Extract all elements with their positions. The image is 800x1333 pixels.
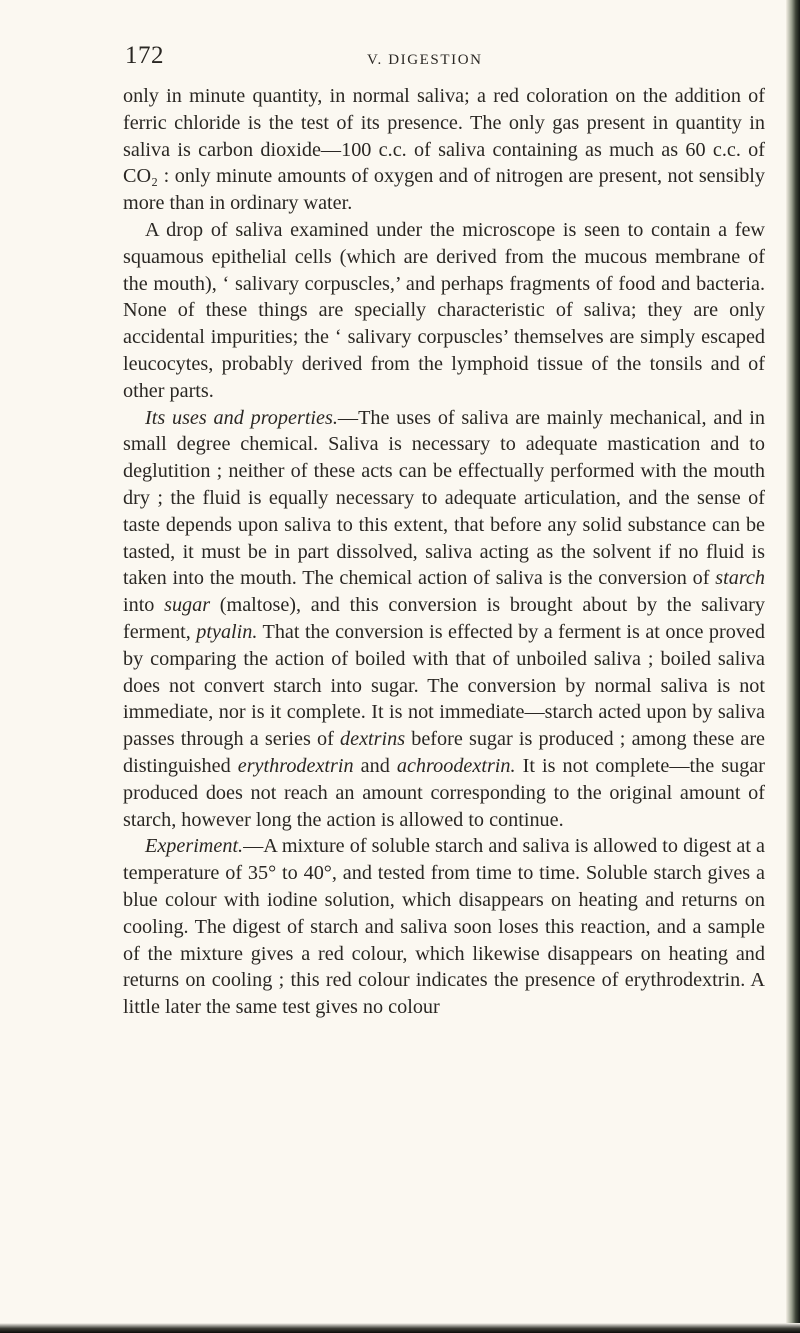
text-run: —The uses of saliva are mainly mechanical, and in small degree chemical. Saliva is necessary to adequate mastication and to deglutition ; neither of these acts can be effectually performed with the mouth dry ; the fluid is equally necessary to adequate articulation, and the sense of taste depends upon saliva to this extent, that before any solid substance can be tasted, it must be in part dissolved, saliva acting as the solvent if no fluid is taken into the mouth. The chemical action of saliva is the conversion of (123, 406, 765, 590)
sub-heading: Experiment. (145, 835, 244, 858)
paragraph (123, 405, 765, 834)
paragraph (123, 83, 765, 217)
text-run: into (123, 594, 165, 617)
page-bottom-shadow (0, 1323, 800, 1333)
page-number: 172 (125, 42, 164, 69)
italic-term: starch (715, 567, 765, 590)
text-run: before sugar is produced ; among these are distinguished (123, 728, 766, 777)
paragraph (123, 217, 765, 405)
sub-heading: Its uses and properties. (145, 406, 338, 429)
text-run: That the conversion is effected by a ferment is at once proved by comparing the action of boiled with that of unboiled saliva ; boiled saliva does not convert starch into sugar. The conversion by normal saliva is not immediate, nor is it complete. It is not immediate—starch acted upon by saliva passes through a series of (123, 620, 765, 751)
italic-term: ptyalin. (196, 620, 258, 643)
paragraph (123, 833, 765, 1021)
page-header (0, 42, 780, 78)
body-text (123, 83, 765, 1021)
text-run: only in minute quantity, in normal saliva; a red coloration on the addition of ferric chloride is the test of its presence. The only gas present in quantity in saliva is carbon dioxide—100 c.c. of saliva containing as much as 60 c.c. of CO₂ : only minute amounts of oxygen and of nitrogen are present, not sensibly more than in ordinary water. (123, 85, 765, 215)
running-head: V. DIGESTION (367, 52, 483, 68)
page-edge-shadow (786, 0, 800, 1333)
italic-term: achroodextrin. (396, 754, 516, 777)
text-run: It is not complete—the sugar produced does not reach an amount corresponding to the original amount of starch, however long the action is allowed to continue. (123, 754, 765, 831)
text-run: A drop of saliva examined under the microscope is seen to contain a few squamous epithelial cells (which are derived from the mucous membrane of the mouth), ‘ salivary corpuscles,’ and perhaps fragments of food and bacteria. None of these things are specially characteristic of saliva; they are only accidental impurities; the ‘ salivary corpuscles’ themselves are simply escaped leucocytes, probably derived from the lymphoid tissue of the tonsils and of other parts. (123, 218, 765, 402)
text-run: and (353, 754, 397, 777)
italic-term: erythrodextrin (237, 754, 354, 777)
italic-term: sugar (164, 594, 211, 617)
text-run: (maltose), and this conversion is brought about by the salivary ferment, (123, 594, 765, 643)
text-run: —A mixture of soluble starch and saliva is allowed to digest at a temperature of 35° to 40°, and tested from time to time. Soluble starch gives a blue colour with iodine solution, which disappears on heating and returns on cooling. The digest of starch and saliva soon loses this reaction, and a sample of the mixture gives a red colour, which likewise disappears on heating and returns on cooling ; this red colour indicates the presence of erythrodextrin. A little later the same test gives no colour (123, 835, 765, 1019)
italic-term: dextrins (340, 728, 406, 751)
